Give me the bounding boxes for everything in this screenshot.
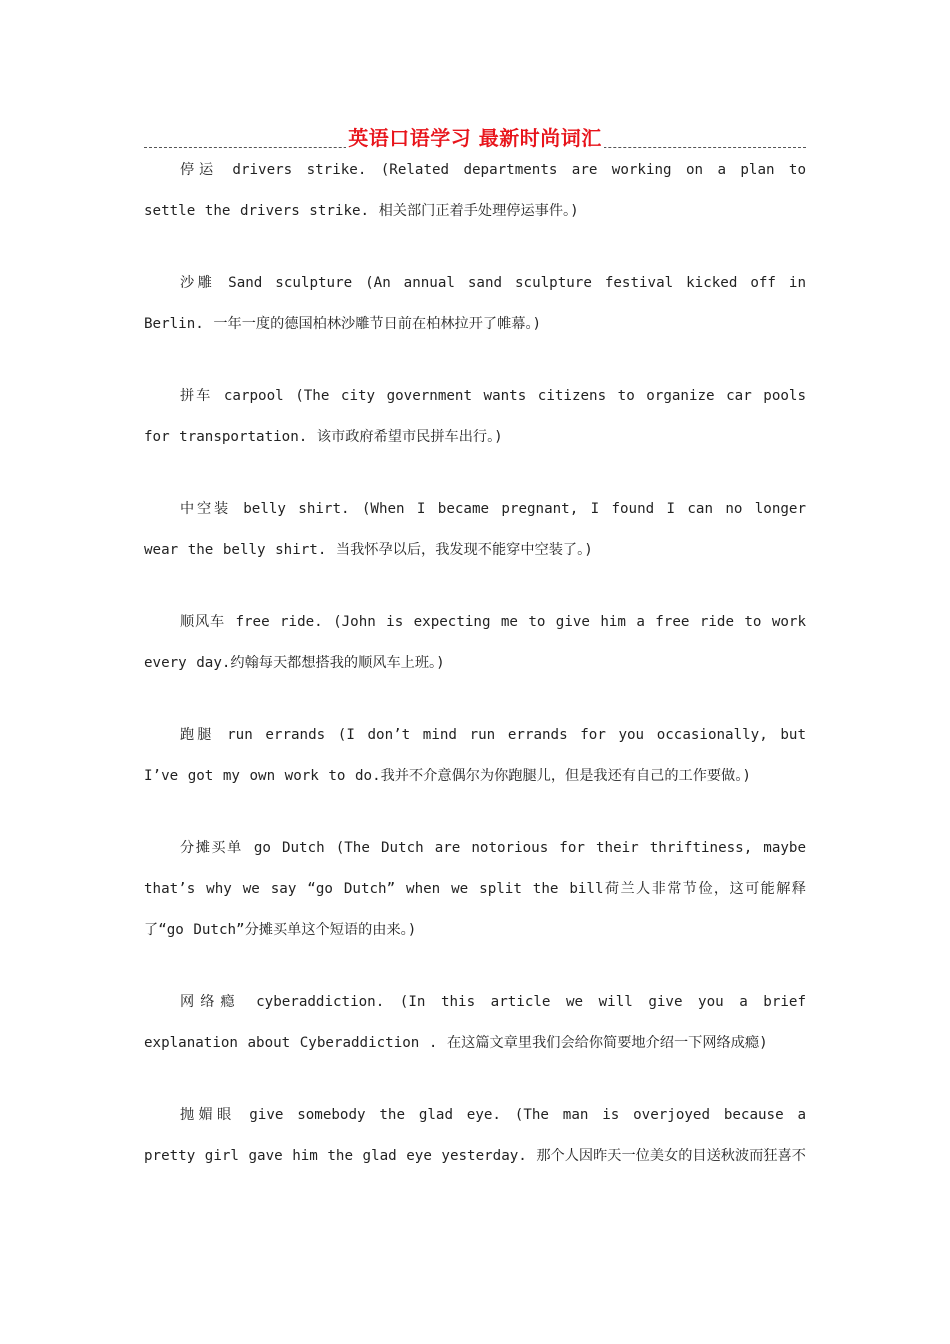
vocabulary-entry: 顺风车 free ride. (John is expecting me to give him a free ride to work every day.约翰每天都想搭我的顺风车上班。): [144, 614, 806, 671]
vocabulary-entry: 抛媚眼 give somebody the glad eye. (The man is overjoyed because a pretty girl gave him the glad eye yesterday. 那个人因昨天一位美女的目送秋波而狂喜不: [144, 1107, 806, 1164]
vocabulary-entry: 拼车 carpool (The city government wants citizens to organize car pools for transportation. 该市政府希望市民拼车出行。): [144, 388, 806, 445]
vocabulary-entry: 沙雕 Sand sculpture (An annual sand sculpture festival kicked off in Berlin. 一年一度的德国柏林沙雕节日前在柏林拉开了帷幕。): [144, 275, 806, 332]
vocabulary-entry: 跑腿 run errands (I don’t mind run errands for you occasionally, but I’ve got my own work to do.我并不介意偶尔为你跑腿儿，但是我还有自己的工作要做。): [144, 727, 806, 784]
page-title: [144, 122, 806, 151]
vocabulary-entry: 中空装 belly shirt. (When I became pregnant, I found I can no longer wear the belly shirt. 当我怀孕以后，我发现不能穿中空装了。): [144, 501, 806, 558]
vocabulary-entry: 停运 drivers strike. (Related departments are working on a plan to settle the drivers strike. 相关部门正着手处理停运事件。): [144, 162, 806, 219]
vocabulary-list: [144, 150, 806, 1208]
title-block: [144, 120, 806, 152]
vocabulary-entry: 分摊买单 go Dutch (The Dutch are notorious for their thriftiness, maybe that’s why we say “go Dutch” when we split the bill荷兰人非常节俭，这可能解释了“go Dutch”分摊买单这个短语的由来。): [144, 840, 806, 938]
page-title-text: 英语口语学习 最新时尚词汇: [348, 126, 602, 150]
vocabulary-entry: 网络瘾 cyberaddiction. (In this article we will give you a brief explanation about Cyberaddiction . 在这篇文章里我们会给你简要地介绍一下网络成瘾): [144, 994, 806, 1051]
